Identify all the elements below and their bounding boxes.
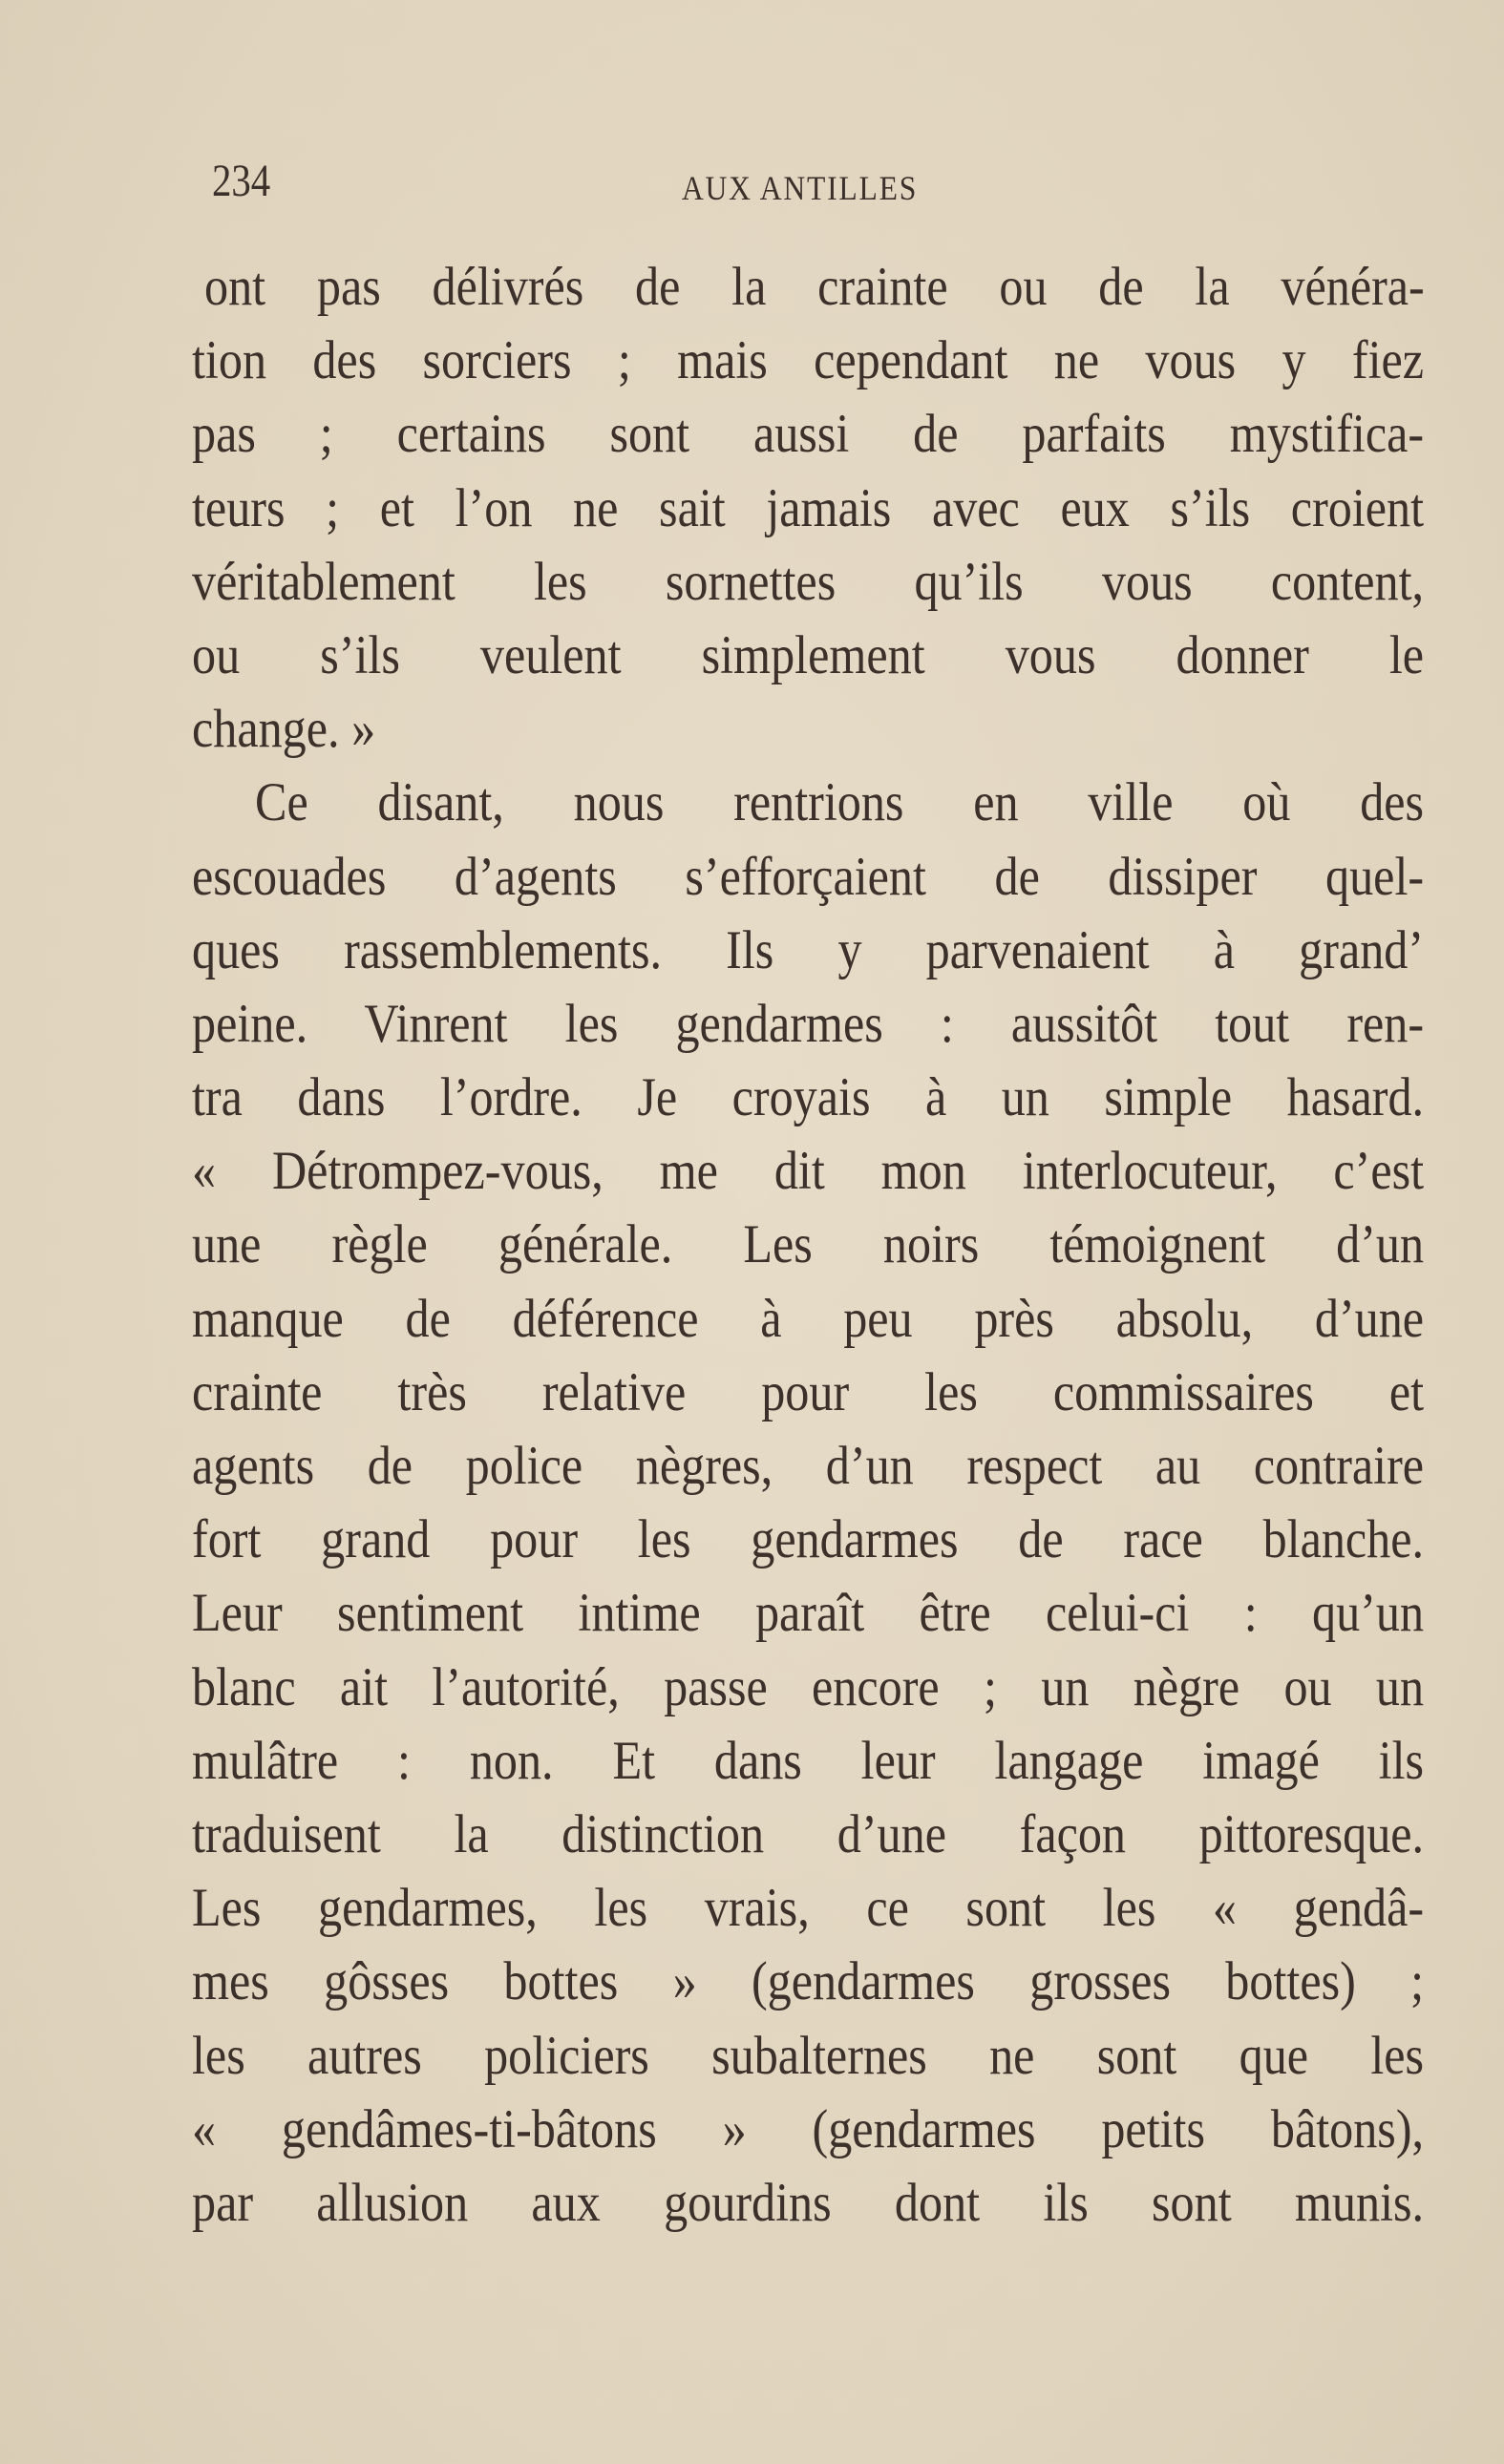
body-text (192, 250, 1504, 2240)
text-line: fort grand pour les gendarmes de race blanche. (192, 1509, 1425, 1570)
text-line: Les gendarmes, les vrais, ce sont les « gendâ- (192, 1878, 1425, 1939)
text-line: Leur sentiment intime paraît être celui-ci : qu’un (192, 1583, 1425, 1644)
text-line: « gendâmes-ti-bâtons » (gendarmes petits bâtons), (192, 2098, 1425, 2159)
text-line: pas ; certains sont aussi de parfaits mystifica- (192, 404, 1425, 465)
text-line: les autres policiers subalternes ne sont que les (192, 2025, 1425, 2086)
paragraph-start-line: Ce disant, nous rentrions en ville où des (255, 772, 1425, 833)
text-line: escouades d’agents s’efforçaient de dissiper quel- (192, 846, 1425, 907)
text-line: agents de police nègres, d’un respect au contraire (192, 1436, 1425, 1496)
page-number: 234 (212, 156, 271, 206)
running-title-text: AUX ANTILLES (681, 169, 919, 207)
text-line: véritablement les sornettes qu’ils vous content, (192, 551, 1425, 612)
text-line: ques rassemblements. Ils y parvenaient à grand’ (192, 919, 1425, 980)
text-line: tra dans l’ordre. Je croyais à un simple hasard. (192, 1067, 1425, 1128)
text-line: traduisent la distinction d’une façon pittoresque. (192, 1803, 1425, 1864)
text-line: crainte très relative pour les commissaires et (192, 1361, 1425, 1422)
text-line: change. » (192, 699, 376, 760)
text-line: tion des sorciers ; mais cependant ne vous y fiez (192, 330, 1425, 391)
text-line: par allusion aux gourdins dont ils sont munis. (192, 2172, 1425, 2233)
text-line: manque de déférence à peu près absolu, d’une (192, 1288, 1425, 1349)
text-line: mulâtre : non. Et dans leur langage imagé ils (192, 1730, 1425, 1791)
text-line: une règle générale. Les noirs témoignent d’un (192, 1214, 1425, 1275)
running-title (0, 168, 1504, 208)
text-line: mes gôsses bottes » (gendarmes grosses bottes) ; (192, 1951, 1425, 2012)
text-line: « Détrompez-vous, me dit mon interlocuteur, c’est (192, 1141, 1425, 1202)
text-line: ont pas délivrés de la crainte ou de la vénéra- (204, 257, 1425, 317)
text-line: teurs ; et l’on ne sait jamais avec eux s’ils croient (192, 477, 1425, 538)
text-line: peine. Vinrent les gendarmes : aussitôt tout ren- (192, 993, 1425, 1054)
text-line: ou s’ils veulent simplement vous donner le (192, 624, 1425, 685)
text-line: blanc ait l’autorité, passe encore ; un nègre ou un (192, 1656, 1425, 1717)
